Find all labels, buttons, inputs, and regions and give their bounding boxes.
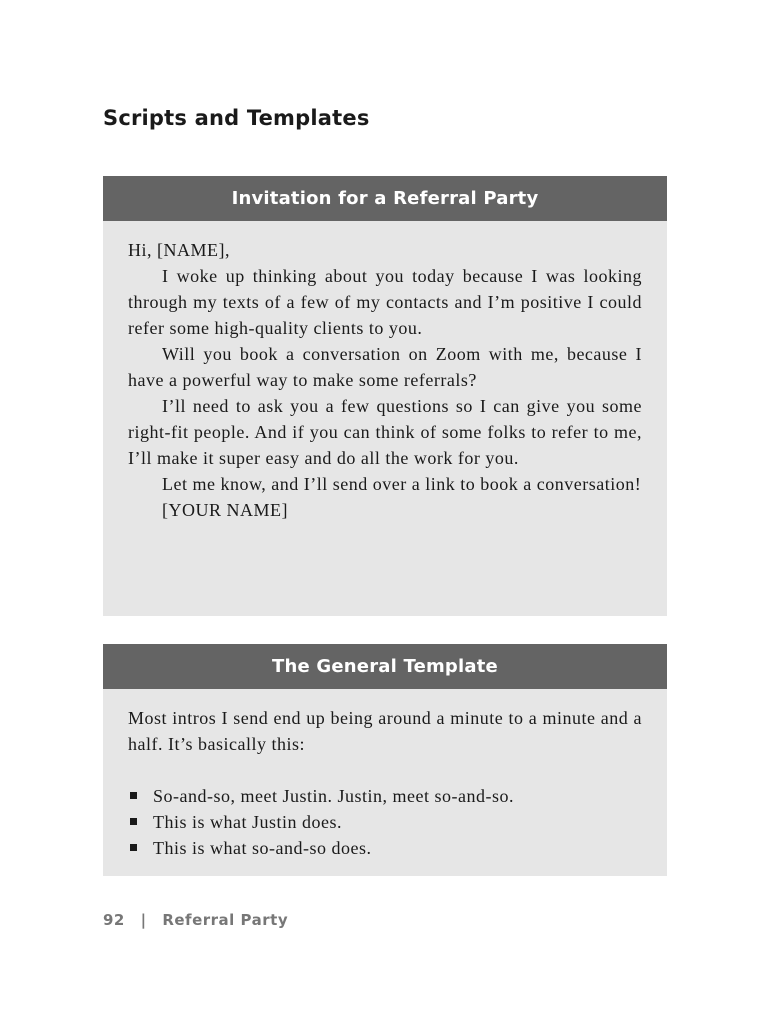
bullet-text: This is what Justin does. (153, 812, 343, 832)
general-template-box-heading: The General Template (103, 644, 667, 689)
page-number: 92 (103, 911, 125, 929)
running-title: Referral Party (162, 911, 289, 929)
list-item (128, 809, 642, 835)
square-bullet-icon (130, 844, 137, 851)
invitation-greeting: Hi, [NAME], (128, 240, 230, 260)
bullet-text: So-and-so, meet Justin. Justin, meet so-and-so. (153, 786, 514, 806)
invitation-signature: [YOUR NAME] (162, 500, 288, 520)
bullet-text: This is what so-and-so does. (153, 838, 372, 858)
invitation-paragraph-3: I’ll need to ask you a few questions so I can give you some right-fit people. And if you can think of some folks to refer to me, I’ll make it super easy and do all the work for you. (128, 396, 642, 468)
general-template-bullet-list (128, 783, 642, 861)
invitation-box-body (103, 221, 667, 523)
invitation-box-heading: Invitation for a Referral Party (103, 176, 667, 221)
invitation-paragraph-2: Will you book a conversation on Zoom with me, because I have a powerful way to make some referrals? (128, 344, 642, 390)
page-footer (103, 911, 288, 929)
general-template-sidebar-box (103, 644, 667, 876)
square-bullet-icon (130, 818, 137, 825)
footer-separator: | (140, 911, 147, 929)
list-item (128, 835, 642, 861)
invitation-sidebar-box (103, 176, 667, 616)
list-item (128, 783, 642, 809)
invitation-paragraph-1: I woke up thinking about you today because I was looking through my texts of a few of my contacts and I’m positive I could refer some high-quality clients to you. (128, 266, 642, 338)
general-template-intro: Most intros I send end up being around a minute to a minute and a half. It’s basically this: (128, 708, 642, 754)
square-bullet-icon (130, 792, 137, 799)
general-template-box-body (103, 689, 667, 861)
page-title: Scripts and Templates (103, 106, 370, 130)
invitation-paragraph-4: Let me know, and I’ll send over a link to book a conversation! (162, 474, 642, 494)
